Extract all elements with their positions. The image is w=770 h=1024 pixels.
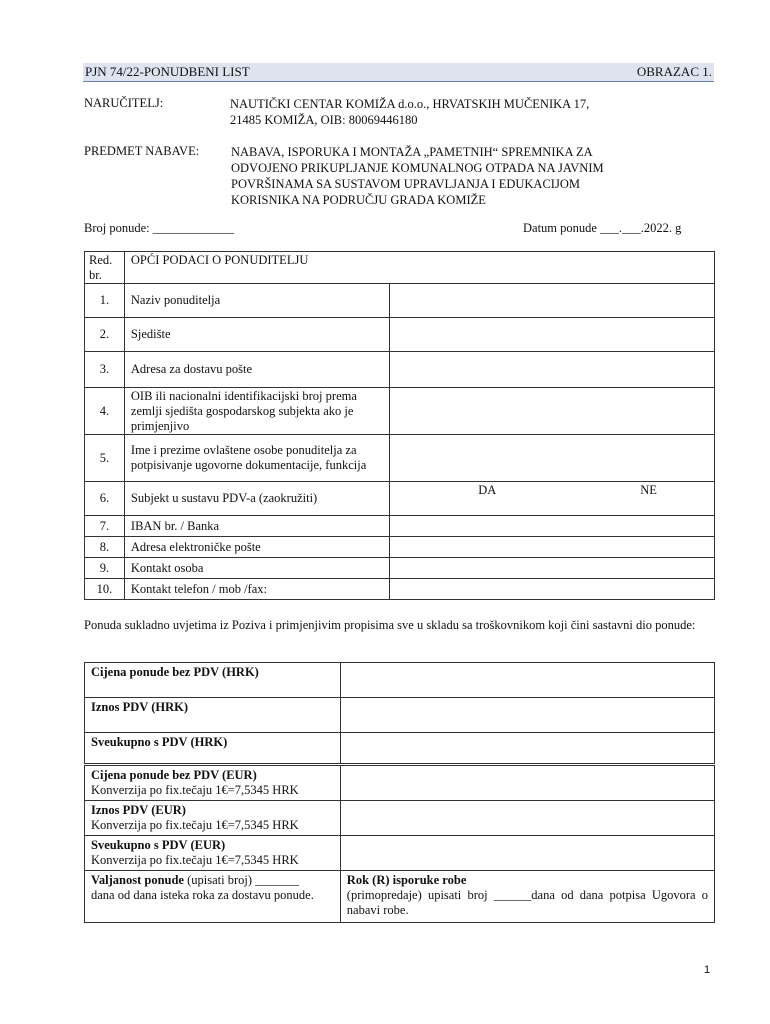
pdv-option-da[interactable]: DA	[478, 483, 497, 497]
answer-cell-naziv[interactable]	[390, 284, 715, 318]
answer-cell-kontakt-osoba[interactable]	[390, 558, 715, 579]
row-label: Kontakt telefon / mob /fax:	[124, 579, 389, 600]
row-number: 6.	[85, 482, 125, 516]
validity-title: Valjanost ponude	[91, 873, 184, 887]
narucitelj-line2: 21485 KOMIŽA, OIB: 80069446180	[230, 113, 418, 127]
answer-cell-pdv	[390, 482, 715, 516]
table-head-num: Red. br.	[85, 252, 125, 284]
row-number: 1.	[85, 284, 125, 318]
predmet-value	[231, 144, 701, 208]
price-label: Sveukupno s PDV (EUR) Konverzija po fix.tečaju 1€=7,5345 HRK	[85, 836, 341, 871]
row-number: 3.	[85, 352, 125, 388]
answer-cell-telefon[interactable]	[390, 579, 715, 600]
row-label: Ime i prezime ovlaštene osobe ponuditelja za potpisivanje ugovorne dokumentacije, funkcija	[124, 435, 389, 482]
row-label: Adresa za dostavu pošte	[124, 352, 389, 388]
price-input-eur-vat[interactable]	[340, 801, 714, 836]
row-label: Naziv ponuditelja	[124, 284, 389, 318]
predmet-line: KORISNIKA NA PODRUČJU GRADA KOMIŽE	[231, 193, 486, 207]
row-label: Adresa elektroničke pošte	[124, 537, 389, 558]
price-input-eur-total[interactable]	[340, 836, 714, 871]
row-number: 8.	[85, 537, 125, 558]
predmet-line: POVRŠINAMA SA SUSTAVOM UPRAVLJANJA I EDUKACIJOM	[231, 177, 580, 191]
answer-cell-adresa[interactable]	[390, 352, 715, 388]
answer-cell-oib[interactable]	[390, 388, 715, 435]
price-input-hrk-net[interactable]	[340, 663, 714, 698]
conversion-note: Konverzija po fix.tečaju 1€=7,5345 HRK	[91, 818, 299, 832]
row-label: Sjedište	[124, 318, 389, 352]
row-label: OIB ili nacionalni identifikacijski broj prema zemlji sjedišta gospodarskog subjekta ako je primjenjivo	[124, 388, 389, 435]
row-number: 7.	[85, 516, 125, 537]
row-label: IBAN br. / Banka	[124, 516, 389, 537]
row-number: 9.	[85, 558, 125, 579]
intro-paragraph: Ponuda sukladno uvjetima iz Poziva i primjenjivim propisima sve u skladu sa troškovnikom koji čini sastavni dio ponude:	[84, 618, 696, 632]
pdv-option-ne[interactable]: NE	[640, 483, 657, 497]
narucitelj-line1: NAUTIČKI CENTAR KOMIŽA d.o.o., HRVATSKIH MUČENIKA 17,	[230, 97, 590, 111]
page-number: 1	[704, 964, 711, 976]
ponuditelj-table	[84, 251, 715, 600]
price-label: Iznos PDV (HRK)	[85, 698, 341, 733]
price-input-hrk-total[interactable]	[340, 733, 714, 765]
row-label: Kontakt osoba	[124, 558, 389, 579]
delivery-cell[interactable]: Rok (R) isporuke robe (primopredaje) upisati broj ______dana od dana potpisa Ugovora o nabavi robe.	[340, 871, 714, 923]
predmet-line: ODVOJENO PRIKUPLJANJE KOMUNALNOG OTPADA NA JAVNIM	[231, 161, 604, 175]
price-label: Sveukupno s PDV (HRK)	[85, 733, 341, 765]
answer-cell-sjediste[interactable]	[390, 318, 715, 352]
header-title: PJN 74/22-PONUDBENI LIST	[85, 64, 250, 79]
validity-cell[interactable]: Valjanost ponude (upisati broj) _______ dana od dana isteka roka za dostavu ponude.	[85, 871, 341, 923]
row-number: 4.	[85, 388, 125, 435]
datum-ponude-field[interactable]: Datum ponude ___.___.2022. g	[523, 221, 682, 235]
row-number: 5.	[85, 435, 125, 482]
narucitelj-label: NARUČITELJ:	[84, 96, 164, 110]
price-input-eur-net[interactable]	[340, 765, 714, 801]
predmet-line: NABAVA, ISPORUKA I MONTAŽA „PAMETNIH“ SPREMNIKA ZA	[231, 145, 593, 159]
answer-cell-ovlastena-osoba[interactable]	[390, 435, 715, 482]
row-number: 10.	[85, 579, 125, 600]
narucitelj-value	[230, 96, 700, 128]
price-label: Cijena ponude bez PDV (HRK)	[85, 663, 341, 698]
answer-cell-iban[interactable]	[390, 516, 715, 537]
document-header	[83, 63, 714, 82]
price-label: Iznos PDV (EUR) Konverzija po fix.tečaju 1€=7,5345 HRK	[85, 801, 341, 836]
answer-cell-email[interactable]	[390, 537, 715, 558]
conversion-note: Konverzija po fix.tečaju 1€=7,5345 HRK	[91, 853, 299, 867]
price-label: Cijena ponude bez PDV (EUR) Konverzija po fix.tečaju 1€=7,5345 HRK	[85, 765, 341, 801]
price-input-hrk-vat[interactable]	[340, 698, 714, 733]
form-number: OBRAZAC 1.	[636, 64, 712, 79]
delivery-title: Rok (R) isporuke robe	[346, 873, 467, 887]
broj-ponude-field[interactable]: Broj ponude: _____________	[84, 221, 234, 235]
price-table	[84, 662, 715, 923]
row-label: Subjekt u sustavu PDV-a (zaokružiti)	[124, 482, 389, 516]
row-number: 2.	[85, 318, 125, 352]
conversion-note: Konverzija po fix.tečaju 1€=7,5345 HRK	[91, 783, 299, 797]
table-head-title: OPĆI PODACI O PONUDITELJU	[124, 252, 714, 284]
predmet-label: PREDMET NABAVE:	[84, 144, 200, 158]
